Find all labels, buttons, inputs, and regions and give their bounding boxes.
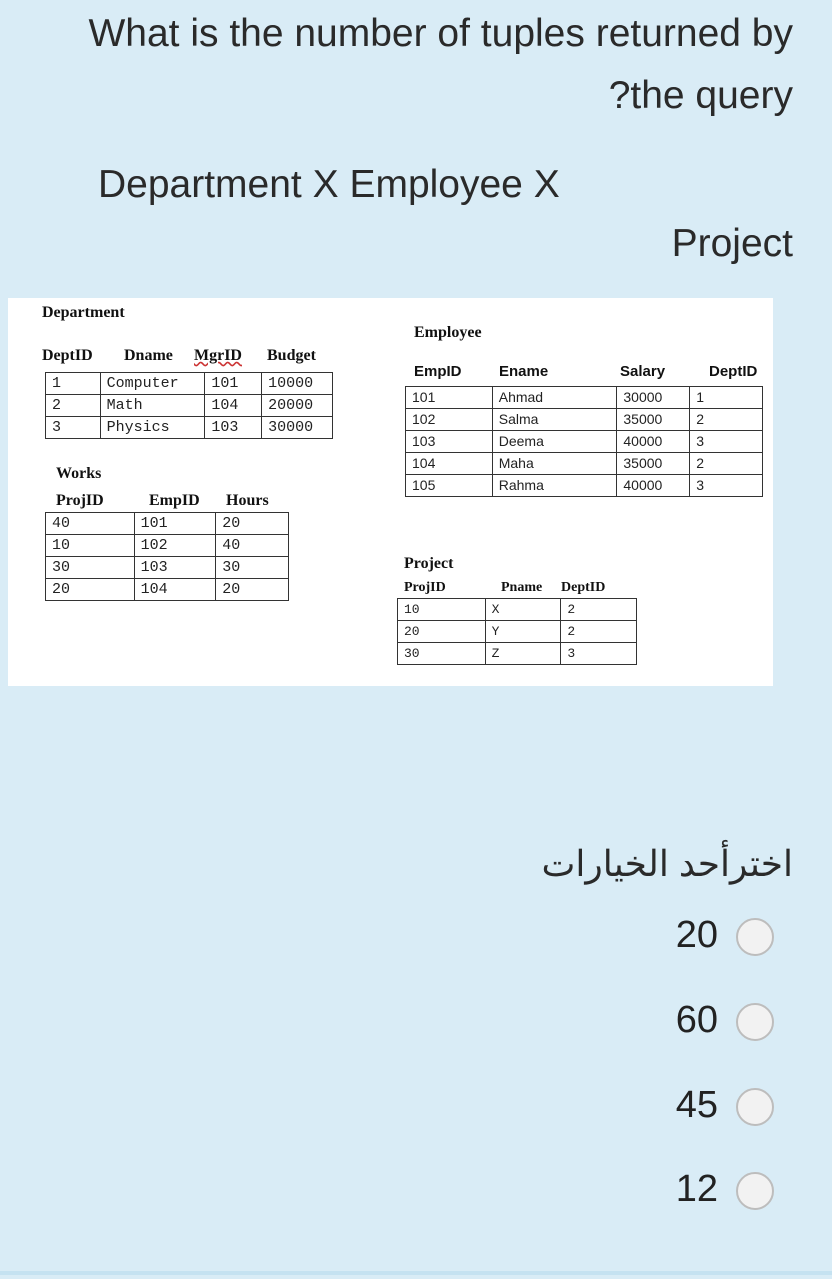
cell: 103: [406, 431, 493, 453]
option-label: 45: [675, 1084, 718, 1126]
cell: 102: [134, 535, 216, 557]
cell: 10: [398, 599, 486, 621]
cell: 20: [216, 579, 289, 601]
table-row: [398, 621, 637, 643]
works-title: Works: [56, 465, 102, 482]
cell: 104: [406, 453, 493, 475]
option-label: 20: [675, 914, 718, 956]
option-label: 60: [675, 999, 718, 1041]
cell: Deema: [492, 431, 617, 453]
table-row: [46, 395, 333, 417]
department-table: [45, 372, 333, 439]
cell: 104: [205, 395, 262, 417]
cell: 1: [690, 387, 763, 409]
table-row: [46, 373, 333, 395]
cell: 102: [406, 409, 493, 431]
cell: 40000: [617, 431, 690, 453]
employee-table: [405, 386, 763, 497]
cell: 30: [398, 643, 486, 665]
cell: 30000: [617, 387, 690, 409]
radio-button[interactable]: [736, 1172, 774, 1210]
table-row: [46, 417, 333, 439]
option-45[interactable]: [0, 1084, 832, 1134]
cell: Rahma: [492, 475, 617, 497]
cell: 101: [406, 387, 493, 409]
cell: 40: [46, 513, 135, 535]
header: EmpID: [414, 363, 462, 380]
table-row: [398, 643, 637, 665]
cell: Computer: [100, 373, 205, 395]
header: Salary: [620, 363, 666, 380]
cell: 3: [46, 417, 101, 439]
radio-button[interactable]: [736, 1088, 774, 1126]
cell: 30000: [262, 417, 333, 439]
table-row: [46, 579, 289, 601]
cell: Physics: [100, 417, 205, 439]
project-table: [397, 598, 637, 665]
choose-option-label: اخترأحد الخيارات: [541, 843, 793, 884]
table-row: [46, 513, 289, 535]
cell: 2: [561, 599, 637, 621]
cell: 101: [205, 373, 262, 395]
option-20[interactable]: [0, 914, 832, 964]
header: Budget: [267, 347, 316, 364]
header: Dname: [124, 347, 173, 364]
question-line-2: ?the query: [608, 74, 793, 117]
header: DeptID: [561, 580, 606, 595]
radio-button[interactable]: [736, 918, 774, 956]
department-title: Department: [42, 304, 125, 321]
option-label: 12: [675, 1168, 718, 1210]
question-line-3: Department X Employee X: [98, 163, 560, 206]
header: DeptID: [42, 347, 93, 364]
table-row: [406, 453, 763, 475]
cell: 1: [46, 373, 101, 395]
cell: 2: [690, 409, 763, 431]
cell: Ahmad: [492, 387, 617, 409]
cell: 101: [134, 513, 216, 535]
cell: Math: [100, 395, 205, 417]
option-60[interactable]: [0, 999, 832, 1049]
cell: 20000: [262, 395, 333, 417]
header: ProjID: [404, 580, 446, 595]
header: ProjID: [56, 492, 104, 509]
header: DeptID: [709, 363, 758, 380]
table-row: [46, 557, 289, 579]
table-row: [398, 599, 637, 621]
cell: 3: [561, 643, 637, 665]
cell: 20: [216, 513, 289, 535]
cell: 3: [690, 431, 763, 453]
works-table: [45, 512, 289, 601]
cell: 10000: [262, 373, 333, 395]
cell: Salma: [492, 409, 617, 431]
cell: 30: [216, 557, 289, 579]
cell: 2: [561, 621, 637, 643]
schema-image: [8, 298, 773, 686]
cell: 35000: [617, 409, 690, 431]
bottom-divider: [0, 1271, 832, 1275]
cell: 10: [46, 535, 135, 557]
cell: Z: [485, 643, 561, 665]
cell: 40: [216, 535, 289, 557]
table-row: [406, 409, 763, 431]
cell: Maha: [492, 453, 617, 475]
cell: Y: [485, 621, 561, 643]
cell: 103: [205, 417, 262, 439]
cell: 40000: [617, 475, 690, 497]
cell: 2: [46, 395, 101, 417]
cell: X: [485, 599, 561, 621]
cell: 30: [46, 557, 135, 579]
question-line-4: Project: [671, 222, 793, 265]
cell: 105: [406, 475, 493, 497]
question-line-1: What is the number of tuples returned by: [88, 12, 793, 55]
header: MgrID: [194, 347, 242, 364]
cell: 104: [134, 579, 216, 601]
cell: 2: [690, 453, 763, 475]
header: Hours: [226, 492, 269, 509]
table-row: [406, 431, 763, 453]
employee-title: Employee: [414, 324, 482, 341]
table-row: [46, 535, 289, 557]
cell: 103: [134, 557, 216, 579]
table-row: [406, 475, 763, 497]
cell: 35000: [617, 453, 690, 475]
header: Pname: [501, 580, 543, 595]
header: Ename: [499, 363, 549, 380]
radio-button[interactable]: [736, 1003, 774, 1041]
project-title: Project: [404, 555, 454, 572]
cell: 20: [398, 621, 486, 643]
table-row: [406, 387, 763, 409]
cell: 20: [46, 579, 135, 601]
cell: 3: [690, 475, 763, 497]
header: EmpID: [149, 492, 200, 509]
option-12[interactable]: [0, 1168, 832, 1218]
